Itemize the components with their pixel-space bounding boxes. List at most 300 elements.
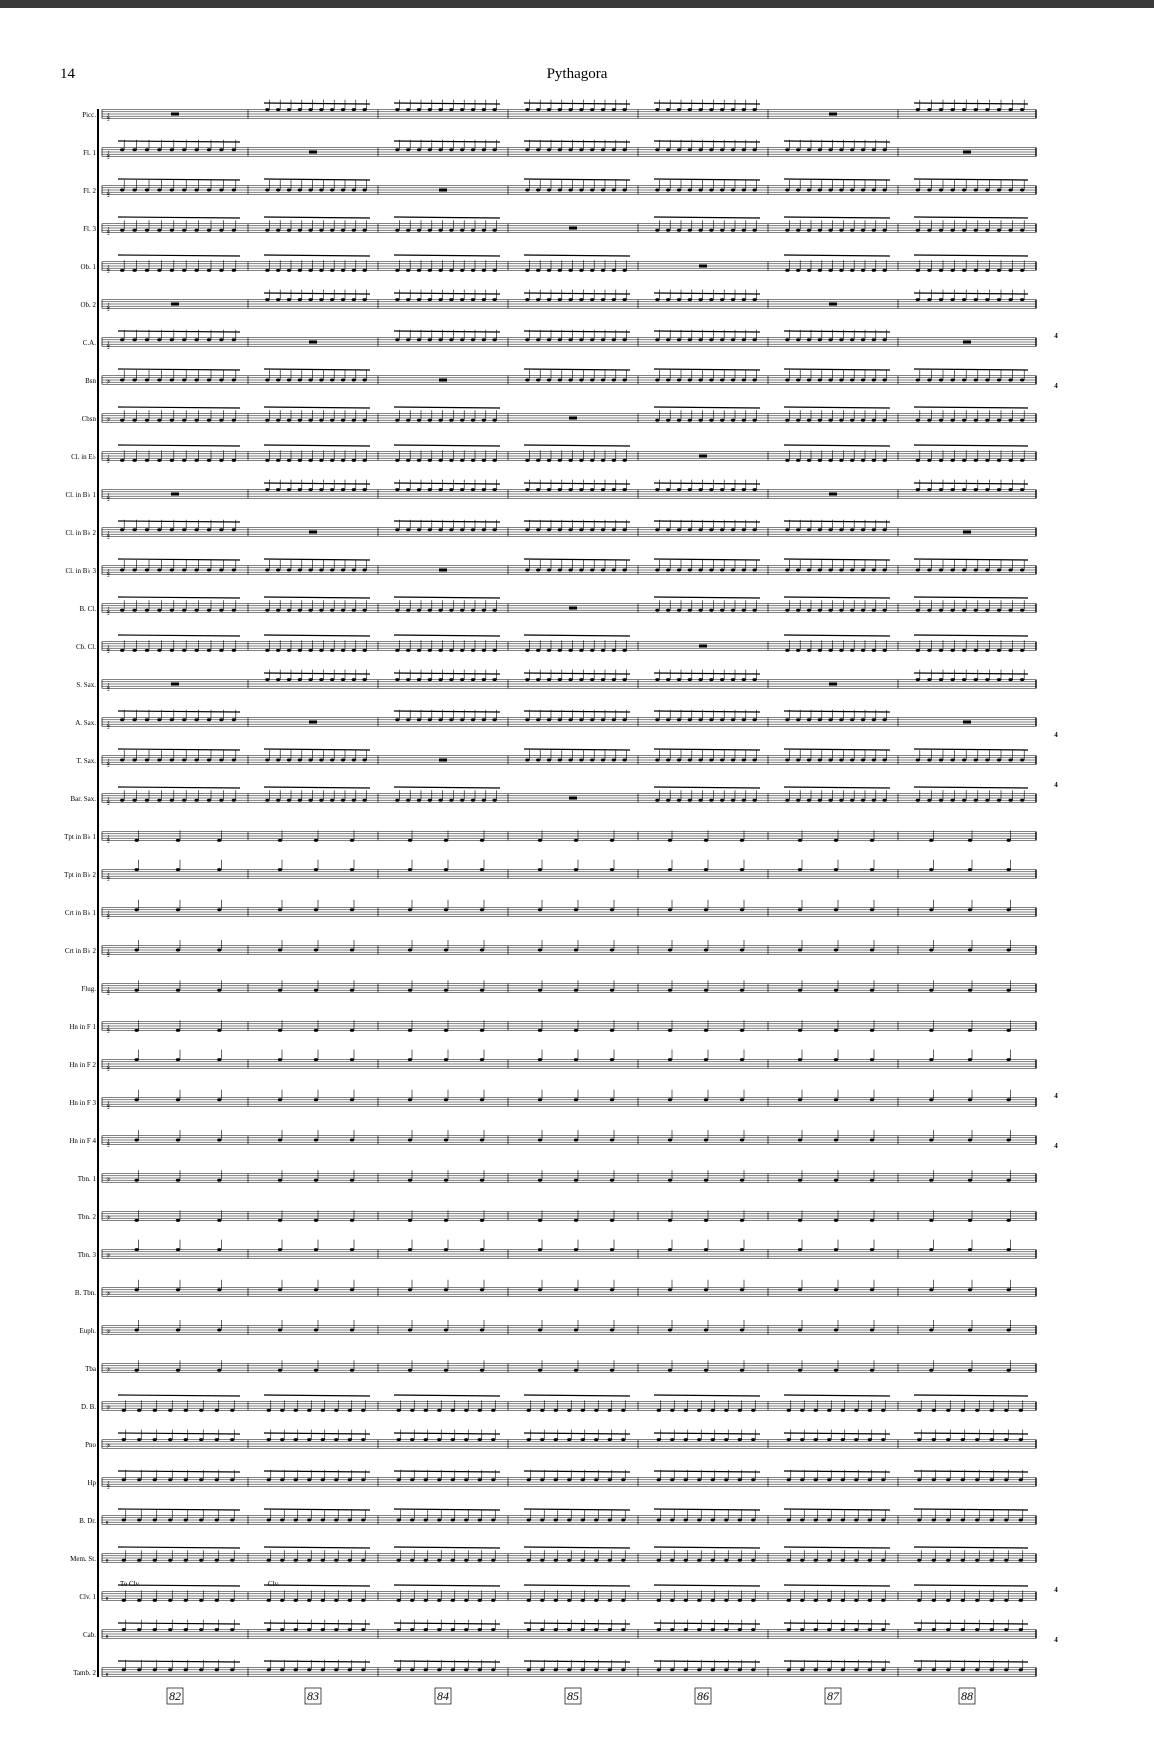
- note-head: [554, 1628, 558, 1631]
- note-head: [807, 609, 811, 612]
- note-head: [670, 1599, 674, 1602]
- note-head: [1020, 488, 1024, 491]
- note-head: [417, 148, 421, 151]
- note-head: [153, 1478, 157, 1481]
- percussion-clef-icon: 𝄥: [106, 1557, 109, 1565]
- note-head: [362, 609, 366, 612]
- note-head: [482, 229, 486, 232]
- note-head: [278, 1029, 282, 1032]
- note-head: [807, 528, 811, 531]
- note-head: [294, 1438, 298, 1441]
- note-head: [612, 189, 616, 192]
- instrument-label: Bar. Sax.: [70, 795, 96, 803]
- note-head: [444, 1369, 448, 1372]
- note-head: [482, 148, 486, 151]
- note-head: [482, 488, 486, 491]
- note-head: [568, 108, 572, 111]
- note-head: [738, 1519, 742, 1522]
- note-head: [395, 148, 399, 151]
- beam: [914, 293, 1028, 294]
- note-head: [1006, 1029, 1010, 1032]
- note-head: [334, 1628, 338, 1631]
- note-head: [298, 569, 302, 572]
- note-head: [350, 1369, 354, 1372]
- note-head: [677, 148, 681, 151]
- beam: [118, 445, 240, 446]
- note-head: [428, 229, 432, 232]
- note-head: [917, 1559, 921, 1562]
- note-head: [997, 649, 1001, 652]
- note-head: [916, 759, 920, 762]
- note-head: [785, 229, 789, 232]
- note-head: [751, 1409, 755, 1412]
- beam: [264, 749, 370, 750]
- note-head: [232, 759, 236, 762]
- note-head: [881, 1409, 885, 1412]
- note-head: [872, 759, 876, 762]
- note-head: [962, 379, 966, 382]
- note-head: [709, 678, 713, 681]
- note-head: [839, 609, 843, 612]
- beam: [118, 1623, 240, 1624]
- whole-rest: [699, 645, 707, 648]
- note-head: [408, 949, 412, 952]
- note-head: [319, 488, 323, 491]
- note-head: [684, 1519, 688, 1522]
- note-head: [854, 1559, 858, 1562]
- note-head: [437, 1599, 441, 1602]
- note-head: [1019, 1668, 1023, 1671]
- note-head: [742, 528, 746, 531]
- note-head: [538, 1098, 542, 1101]
- note-head: [314, 1329, 318, 1332]
- note-head: [916, 108, 920, 111]
- note-head: [538, 1288, 542, 1291]
- note-head: [406, 459, 410, 462]
- note-head: [199, 1409, 203, 1412]
- note-head: [362, 298, 366, 301]
- note-head: [536, 108, 540, 111]
- note-head: [1019, 1409, 1023, 1412]
- note-head: [839, 459, 843, 462]
- note-head: [547, 718, 551, 721]
- note-head: [657, 1438, 661, 1441]
- note-head: [321, 1519, 325, 1522]
- note-head: [828, 189, 832, 192]
- note-head: [1008, 379, 1012, 382]
- note-head: [319, 419, 323, 422]
- note-head: [362, 678, 366, 681]
- note-head: [314, 989, 318, 992]
- note-head: [1004, 1668, 1008, 1671]
- note-head: [731, 678, 735, 681]
- beam: [914, 217, 1028, 218]
- note-head: [217, 1369, 221, 1372]
- note-head: [798, 839, 802, 842]
- note-head: [397, 1559, 401, 1562]
- beam: [394, 673, 500, 674]
- note-head: [438, 229, 442, 232]
- beam: [264, 1585, 370, 1586]
- instrument-label: Fl. 2: [83, 187, 96, 195]
- note-head: [294, 1628, 298, 1631]
- note-head: [688, 799, 692, 802]
- note-head: [547, 759, 551, 762]
- note-head: [974, 108, 978, 111]
- note-head: [215, 1409, 219, 1412]
- note-head: [352, 459, 356, 462]
- note-head: [438, 609, 442, 612]
- note-head: [341, 419, 345, 422]
- treble-clef-icon: 𝄞: [106, 1481, 111, 1489]
- note-head: [985, 298, 989, 301]
- beam: [264, 1547, 370, 1548]
- note-head: [145, 799, 149, 802]
- note-head: [219, 229, 223, 232]
- note-head: [170, 649, 174, 652]
- note-head: [929, 989, 933, 992]
- note-head: [720, 148, 724, 151]
- note-head: [280, 1409, 284, 1412]
- note-head: [601, 569, 605, 572]
- beam: [784, 1585, 890, 1586]
- beam: [654, 559, 760, 560]
- beam: [914, 597, 1028, 598]
- note-head: [677, 419, 681, 422]
- note-head: [828, 459, 832, 462]
- note-head: [219, 718, 223, 721]
- note-head: [850, 148, 854, 151]
- note-head: [610, 1179, 614, 1182]
- note-head: [752, 718, 756, 721]
- beam: [524, 635, 630, 636]
- measure-number: 88: [961, 1689, 973, 1703]
- note-head: [417, 718, 421, 721]
- beam: [654, 1661, 760, 1662]
- note-head: [574, 1058, 578, 1061]
- note-head: [362, 269, 366, 272]
- note-head: [655, 718, 659, 721]
- note-head: [134, 1288, 138, 1291]
- note-head: [870, 1179, 874, 1182]
- note-head: [480, 949, 484, 952]
- note-head: [688, 609, 692, 612]
- note-head: [120, 148, 124, 151]
- note-head: [540, 1478, 544, 1481]
- note-head: [471, 419, 475, 422]
- note-head: [861, 718, 865, 721]
- note-head: [939, 569, 943, 572]
- note-head: [704, 1098, 708, 1101]
- note-head: [199, 1559, 203, 1562]
- note-head: [601, 649, 605, 652]
- note-head: [861, 379, 865, 382]
- note-head: [698, 379, 702, 382]
- bass-clef-icon: 𝄢: [106, 1253, 111, 1261]
- instrument-label: Cab.: [82, 1631, 96, 1639]
- note-head: [752, 148, 756, 151]
- note-head: [308, 649, 312, 652]
- note-head: [319, 569, 323, 572]
- note-head: [314, 949, 318, 952]
- note-head: [807, 569, 811, 572]
- beam: [394, 787, 500, 788]
- note-head: [621, 1519, 625, 1522]
- note-head: [350, 949, 354, 952]
- note-head: [742, 189, 746, 192]
- note-head: [449, 528, 453, 531]
- note-head: [145, 148, 149, 151]
- note-head: [567, 1599, 571, 1602]
- note-head: [219, 759, 223, 762]
- note-head: [410, 1628, 414, 1631]
- note-head: [684, 1409, 688, 1412]
- note-head: [704, 1248, 708, 1251]
- note-head: [870, 868, 874, 871]
- note-head: [814, 1409, 818, 1412]
- note-head: [122, 1668, 126, 1671]
- note-head: [601, 678, 605, 681]
- note-head: [985, 799, 989, 802]
- note-head: [408, 908, 412, 911]
- note-head: [677, 718, 681, 721]
- note-head: [742, 298, 746, 301]
- note-head: [752, 528, 756, 531]
- note-head: [796, 649, 800, 652]
- note-head: [308, 569, 312, 572]
- note-head: [657, 1519, 661, 1522]
- note-head: [975, 1519, 979, 1522]
- treble-clef-icon: 𝄞: [106, 721, 111, 729]
- note-head: [480, 839, 484, 842]
- beam: [394, 635, 500, 636]
- note-head: [194, 459, 198, 462]
- note-head: [558, 269, 562, 272]
- note-head: [1019, 1519, 1023, 1522]
- note-head: [232, 609, 236, 612]
- note-head: [704, 1139, 708, 1142]
- note-head: [307, 1438, 311, 1441]
- note-head: [308, 229, 312, 232]
- note-head: [800, 1478, 804, 1481]
- note-head: [1004, 1438, 1008, 1441]
- note-head: [480, 1288, 484, 1291]
- note-head: [207, 528, 211, 531]
- note-head: [478, 1438, 482, 1441]
- beam: [654, 1623, 760, 1624]
- note-head: [568, 379, 572, 382]
- beam: [118, 1433, 240, 1434]
- note-head: [731, 189, 735, 192]
- note-head: [666, 799, 670, 802]
- note-head: [352, 298, 356, 301]
- note-head: [834, 1369, 838, 1372]
- note-head: [395, 298, 399, 301]
- note-head: [217, 868, 221, 871]
- note-head: [120, 379, 124, 382]
- note-head: [287, 269, 291, 272]
- note-head: [751, 1559, 755, 1562]
- note-head: [460, 338, 464, 341]
- note-head: [939, 609, 943, 612]
- note-head: [134, 908, 138, 911]
- note-head: [341, 609, 345, 612]
- note-head: [939, 108, 943, 111]
- note-head: [482, 799, 486, 802]
- note-head: [946, 1409, 950, 1412]
- note-head: [579, 189, 583, 192]
- note-head: [362, 379, 366, 382]
- note-head: [424, 1409, 428, 1412]
- note-head: [1004, 1628, 1008, 1631]
- beam: [784, 559, 890, 560]
- note-head: [668, 868, 672, 871]
- note-head: [950, 379, 954, 382]
- whole-rest: [569, 417, 577, 420]
- note-head: [882, 718, 886, 721]
- note-head: [307, 1519, 311, 1522]
- treble-clef-icon: 𝄞: [106, 341, 111, 349]
- note-head: [668, 1369, 672, 1372]
- note-head: [408, 1029, 412, 1032]
- note-head: [182, 609, 186, 612]
- note-head: [194, 379, 198, 382]
- beam: [654, 369, 760, 370]
- note-head: [217, 1098, 221, 1101]
- note-head: [267, 1628, 271, 1631]
- beam: [914, 787, 1028, 788]
- whole-rest: [829, 493, 837, 496]
- note-head: [558, 379, 562, 382]
- note-head: [480, 989, 484, 992]
- note-head: [352, 189, 356, 192]
- beam: [394, 1585, 500, 1586]
- note-head: [170, 148, 174, 151]
- beam: [784, 217, 890, 218]
- note-head: [868, 1599, 872, 1602]
- note-head: [787, 1478, 791, 1481]
- note-head: [482, 649, 486, 652]
- note-head: [424, 1438, 428, 1441]
- note-head: [950, 759, 954, 762]
- note-head: [1008, 108, 1012, 111]
- note-head: [410, 1519, 414, 1522]
- note-head: [574, 839, 578, 842]
- note-head: [868, 1438, 872, 1441]
- beam: [394, 1623, 500, 1624]
- note-head: [997, 678, 1001, 681]
- note-head: [917, 1599, 921, 1602]
- note-head: [134, 868, 138, 871]
- note-head: [460, 148, 464, 151]
- note-head: [330, 759, 334, 762]
- note-head: [720, 338, 724, 341]
- note-head: [449, 609, 453, 612]
- note-head: [428, 298, 432, 301]
- note-head: [839, 229, 843, 232]
- note-head: [720, 609, 724, 612]
- note-head: [395, 609, 399, 612]
- note-head: [361, 1438, 365, 1441]
- note-head: [1008, 298, 1012, 301]
- note-head: [850, 189, 854, 192]
- note-head: [120, 799, 124, 802]
- note-head: [962, 569, 966, 572]
- note-head: [668, 1288, 672, 1291]
- note-head: [800, 1628, 804, 1631]
- note-head: [800, 1668, 804, 1671]
- note-head: [839, 269, 843, 272]
- note-head: [929, 1098, 933, 1101]
- note-head: [742, 379, 746, 382]
- note-head: [787, 1519, 791, 1522]
- beam: [914, 103, 1028, 104]
- note-head: [882, 229, 886, 232]
- note-head: [525, 108, 529, 111]
- note-head: [594, 1668, 598, 1671]
- note-head: [157, 459, 161, 462]
- note-head: [449, 718, 453, 721]
- instrument-label: Ob. 1: [80, 263, 96, 271]
- note-head: [134, 1029, 138, 1032]
- note-head: [558, 338, 562, 341]
- note-head: [567, 1628, 571, 1631]
- note-head: [1004, 1599, 1008, 1602]
- beam: [784, 1433, 890, 1434]
- note-head: [319, 609, 323, 612]
- percussion-clef-icon: 𝄥: [106, 1671, 109, 1679]
- note-head: [950, 569, 954, 572]
- beam: [914, 1585, 1028, 1586]
- note-head: [800, 1409, 804, 1412]
- beam: [394, 331, 500, 332]
- note-head: [997, 298, 1001, 301]
- note-head: [688, 759, 692, 762]
- note-head: [881, 1628, 885, 1631]
- note-head: [731, 419, 735, 422]
- note-head: [361, 1559, 365, 1562]
- beam: [654, 1433, 760, 1434]
- note-head: [132, 459, 136, 462]
- note-head: [590, 298, 594, 301]
- note-head: [122, 1519, 126, 1522]
- note-head: [688, 569, 692, 572]
- note-head: [134, 1329, 138, 1332]
- note-head: [740, 1369, 744, 1372]
- note-head: [798, 1139, 802, 1142]
- note-head: [276, 298, 280, 301]
- note-head: [1006, 1139, 1010, 1142]
- note-head: [217, 1248, 221, 1251]
- note-head: [492, 678, 496, 681]
- note-head: [194, 338, 198, 341]
- note-head: [352, 569, 356, 572]
- note-head: [798, 1179, 802, 1182]
- note-head: [482, 718, 486, 721]
- instrument-label: S. Sax.: [76, 681, 96, 689]
- note-head: [438, 148, 442, 151]
- note-head: [554, 1599, 558, 1602]
- note-head: [850, 269, 854, 272]
- instrument-label: Tbn. 2: [77, 1213, 96, 1221]
- note-head: [688, 528, 692, 531]
- note-head: [1019, 1628, 1023, 1631]
- note-head: [267, 1438, 271, 1441]
- note-head: [207, 379, 211, 382]
- note-head: [417, 269, 421, 272]
- note-head: [704, 1179, 708, 1182]
- note-head: [176, 989, 180, 992]
